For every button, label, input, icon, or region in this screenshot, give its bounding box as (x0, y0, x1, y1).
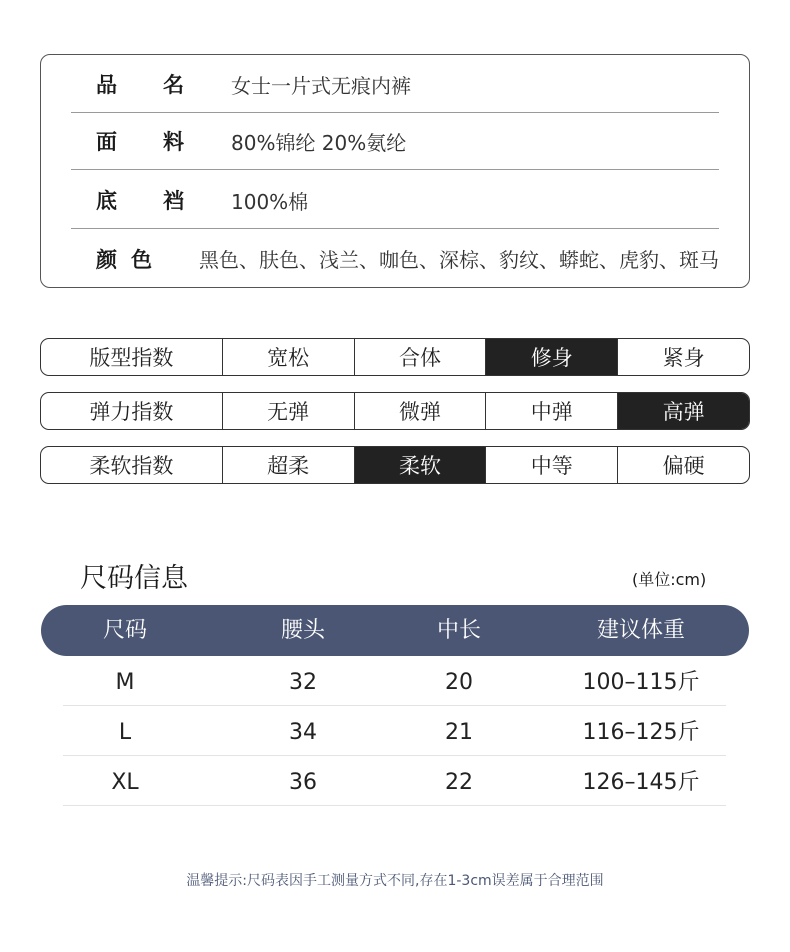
header-length: 中长 (436, 618, 482, 643)
cell-size: L (118, 720, 132, 745)
header-weight: 建议体重 (596, 618, 686, 643)
cell-weight: 116–125斤 (582, 720, 700, 745)
info-label: 品 名 (96, 73, 184, 97)
index-option: 无弹 (222, 393, 354, 429)
table-row (63, 756, 726, 806)
elasticity-index-row (40, 392, 750, 430)
cell-waist: 32 (289, 670, 317, 695)
info-value: 女士一片式无痕内裤 (231, 73, 411, 98)
fit-index-row (40, 338, 750, 376)
footnote: 温馨提示:尺码表因手工测量方式不同,存在1-3cm误差属于合理范围 (186, 873, 604, 889)
index-label: 版型指数 (89, 346, 174, 370)
cell-weight: 126–145斤 (582, 770, 700, 795)
index-option: 超柔 (222, 447, 354, 483)
header-size: 尺码 (102, 618, 148, 643)
softness-index-row (40, 446, 750, 484)
product-info-box (40, 54, 750, 288)
info-value: 100%棉 (231, 189, 309, 214)
size-section-title: 尺码信息 (80, 563, 188, 594)
cell-length: 22 (445, 770, 473, 795)
info-value: 黑色、肤色、浅兰、咖色、深棕、豹纹、蟒蛇、虎豹、斑马 (199, 248, 719, 272)
index-option: 修身 (485, 339, 617, 375)
unit-label: (单位:cm) (632, 570, 707, 589)
index-label: 柔软指数 (89, 454, 174, 478)
index-label: 弹力指数 (89, 400, 174, 424)
index-option: 宽松 (222, 339, 354, 375)
info-label: 底 裆 (96, 189, 184, 213)
header-waist: 腰头 (280, 618, 326, 643)
index-option: 微弹 (354, 393, 486, 429)
info-value: 80%锦纶 20%氨纶 (231, 130, 407, 155)
table-row (63, 656, 726, 706)
table-row (63, 706, 726, 756)
cell-weight: 100–115斤 (582, 670, 700, 695)
info-row-color (71, 230, 719, 287)
cell-waist: 36 (289, 770, 317, 795)
cell-length: 21 (445, 720, 473, 745)
index-option: 中弹 (485, 393, 617, 429)
index-option: 柔软 (354, 447, 486, 483)
size-table-header (41, 605, 749, 656)
index-option: 紧身 (617, 339, 749, 375)
info-row-fabric (71, 113, 719, 170)
cell-size: M (115, 670, 135, 695)
cell-length: 20 (445, 670, 473, 695)
index-option: 高弹 (617, 393, 749, 429)
index-option: 偏硬 (617, 447, 749, 483)
cell-waist: 34 (289, 720, 317, 745)
info-row-crotch (71, 172, 719, 229)
index-option: 中等 (485, 447, 617, 483)
info-label: 颜 色 (96, 247, 152, 272)
info-label: 面 料 (96, 130, 184, 154)
cell-size: XL (111, 770, 139, 795)
index-option: 合体 (354, 339, 486, 375)
info-row-name (71, 56, 719, 113)
